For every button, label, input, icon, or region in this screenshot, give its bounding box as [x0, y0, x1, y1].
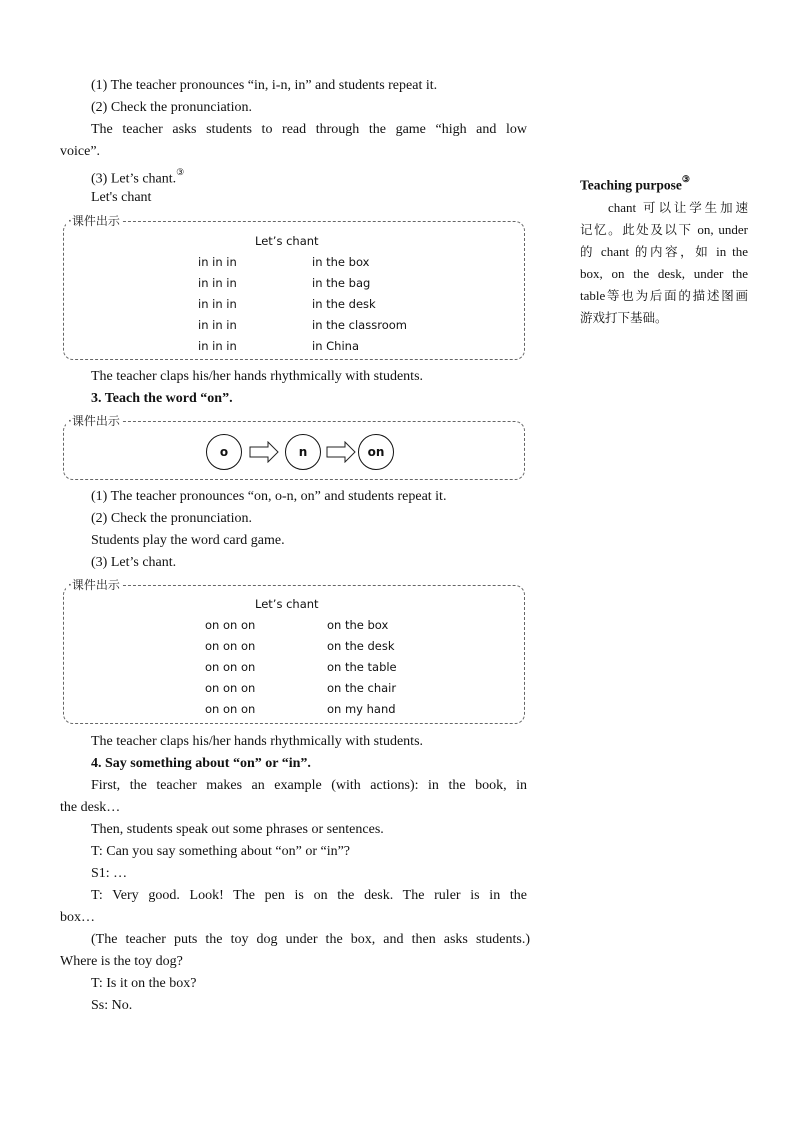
paragraph: (3) Let’s chant.: [91, 555, 177, 570]
side-text: 的: [580, 243, 596, 259]
right-arrow-icon: [249, 441, 279, 463]
chant-phrase: in China: [312, 339, 359, 353]
side-note-line: [580, 219, 748, 241]
side-text: 记忆。此处及以下: [580, 221, 693, 237]
right-arrow-icon: [326, 441, 356, 463]
paragraph: Students play the word card game.: [91, 533, 285, 548]
chant-phrase: on the table: [327, 660, 397, 674]
paragraph: [91, 165, 184, 189]
chant-word: in in in: [198, 318, 237, 332]
chant-phrase: in the desk: [312, 297, 376, 311]
footnote-marker: ③: [681, 174, 690, 184]
dot-marker: ·: [68, 214, 72, 228]
letter-circle-o: o: [206, 434, 242, 470]
letter-circle-n: n: [285, 434, 321, 470]
dialogue-line: Ss: No.: [91, 998, 133, 1013]
chant-word: in in in: [198, 297, 237, 311]
paragraph: Then, students speak out some phrases or sentences.: [91, 822, 384, 837]
section-heading: 3. Teach the word “on”.: [91, 391, 233, 406]
dot-marker: ·: [68, 578, 72, 592]
box-label: [66, 214, 122, 228]
paragraph: the desk…: [60, 800, 121, 815]
paragraph: (2) Check the pronunciation.: [91, 100, 252, 115]
dialogue-line: S1: …: [91, 866, 128, 881]
chant-word: in in in: [198, 255, 237, 269]
paragraph: The teacher claps his/her hands rhythmically with students.: [91, 734, 424, 749]
paragraph: Let's chant: [91, 190, 152, 205]
footnote-marker: ③: [176, 167, 185, 177]
side-note-title: [580, 170, 748, 197]
side-note: [580, 170, 748, 329]
side-note-line: box, on the desk, under the: [580, 265, 748, 281]
dialogue-line: box…: [60, 910, 95, 925]
chant-title: Let’s chant: [255, 597, 319, 611]
side-note-line: [580, 241, 748, 263]
side-text: table: [580, 287, 606, 303]
side-note-line: [580, 197, 748, 219]
paragraph: voice”.: [60, 144, 101, 159]
side-note-title-text: Teaching purpose: [580, 177, 682, 193]
side-text: 的内容，如: [634, 243, 711, 259]
chant-word: on on on: [205, 660, 256, 674]
chant-phrase: on the desk: [327, 639, 395, 653]
chant-phrase: in the box: [312, 255, 370, 269]
dialogue-line: T: Very good. Look! The pen is on the desk. The ruler is in the: [91, 888, 527, 903]
box-label: [66, 578, 122, 592]
box-label-text: 课件出示: [71, 578, 120, 592]
paragraph: The teacher claps his/her hands rhythmically with students.: [91, 369, 424, 384]
paragraph: (2) Check the pronunciation.: [91, 511, 252, 526]
chant-word: in in in: [198, 339, 237, 353]
chant-word: on on on: [205, 681, 256, 695]
paragraph: First, the teacher makes an example (with actions): in the book, in: [91, 778, 527, 793]
box-label-text: 课件出示: [71, 214, 120, 228]
chant-phrase: in the bag: [312, 276, 371, 290]
paragraph: (The teacher puts the toy dog under the box, and then asks students.): [91, 932, 530, 947]
chant-word: on on on: [205, 639, 256, 653]
chant-title: Let’s chant: [255, 234, 319, 248]
paragraph: (1) The teacher pronounces “on, o-n, on” and students repeat it.: [91, 489, 447, 504]
chant-phrase: in the classroom: [312, 318, 407, 332]
side-note-line: 游戏打下基础。: [580, 309, 668, 325]
side-text: 等也为后面的描述图画: [605, 287, 748, 303]
chant-word: on on on: [205, 618, 256, 632]
dialogue-line: T: Can you say something about “on” or “in”?: [91, 844, 351, 859]
paragraph: The teacher asks students to read through the game “high and low: [91, 122, 527, 137]
chant-word: on on on: [205, 702, 256, 716]
dialogue-line: T: Is it on the box?: [91, 976, 197, 991]
section-heading: 4. Say something about “on” or “in”.: [91, 756, 311, 771]
chant-word: in in in: [198, 276, 237, 290]
paragraph: Where is the toy dog?: [60, 954, 183, 969]
side-text: chant: [608, 199, 637, 215]
side-text: chant: [595, 243, 635, 259]
chant-phrase: on the chair: [327, 681, 397, 695]
word-circle-on: on: [358, 434, 394, 470]
box-label: [66, 414, 122, 428]
dot-marker: ·: [68, 414, 72, 428]
side-note-line: [580, 285, 748, 307]
side-text: 可以让学生加速: [636, 199, 748, 215]
chant-phrase: on my hand: [327, 702, 396, 716]
side-text: on, under: [692, 221, 748, 237]
side-text: in the: [710, 243, 748, 259]
paragraph-text: (3) Let’s chant.: [91, 171, 177, 187]
chant-phrase: on the box: [327, 618, 389, 632]
paragraph: (1) The teacher pronounces “in, i-n, in” and students repeat it.: [91, 78, 438, 93]
box-label-text: 课件出示: [71, 414, 120, 428]
